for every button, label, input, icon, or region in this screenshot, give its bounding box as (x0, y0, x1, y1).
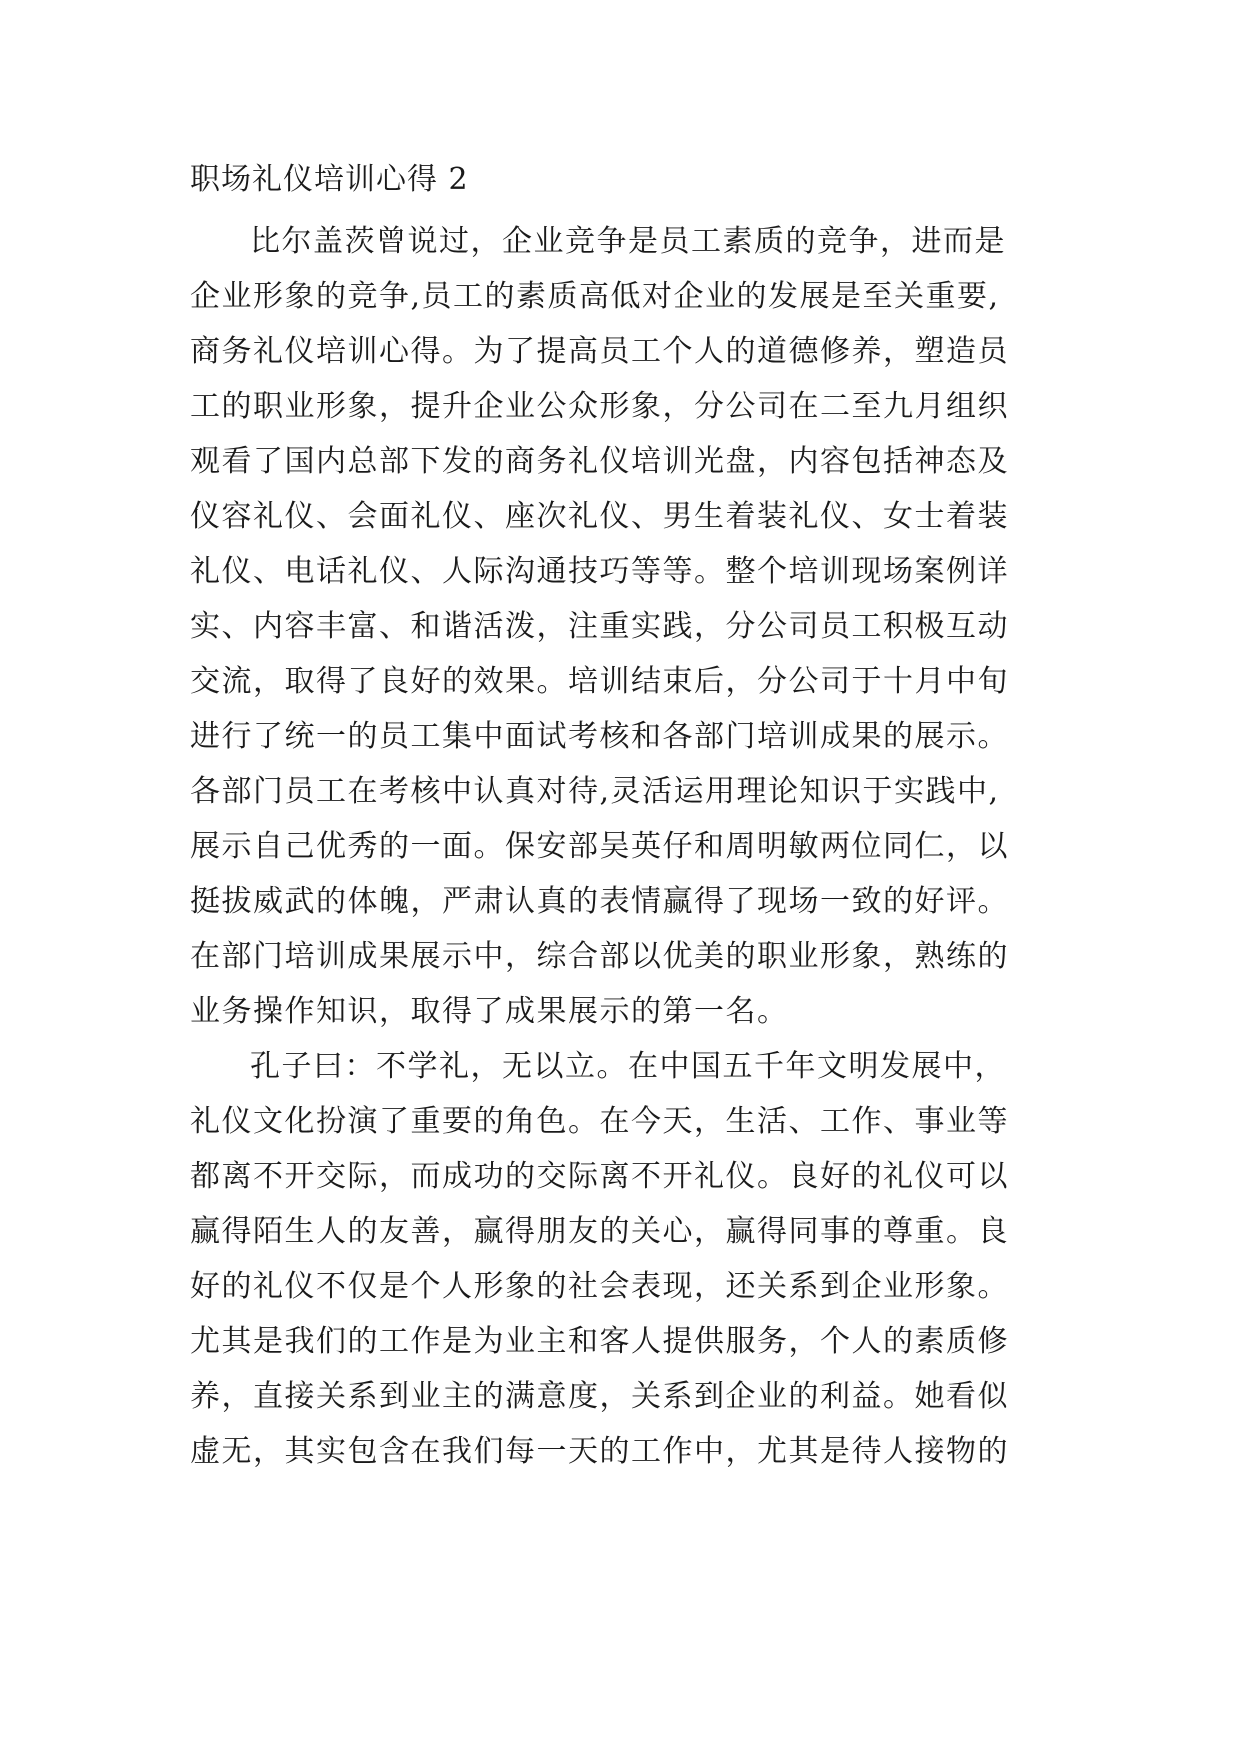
text-line: 仪容礼仪、会面礼仪、座次礼仪、男生着装礼仪、女士着装 (190, 499, 1009, 534)
document-title: 职场礼仪培训心得 2 (190, 162, 469, 197)
text-line: 尤其是我们的工作是为业主和客人提供服务，个人的素质修 (190, 1324, 1009, 1359)
text-line: 都离不开交际，而成功的交际离不开礼仪。良好的礼仪可以 (190, 1159, 1009, 1194)
text-line: 在部门培训成果展示中，综合部以优美的职业形象，熟练的 (190, 939, 1009, 974)
text-line: 孔子曰：不学礼，无以立。在中国五千年文明发展中， (250, 1049, 1006, 1084)
text-line: 各部门员工在考核中认真对待,灵活运用理论知识于实践中, (190, 774, 1000, 809)
text-line: 好的礼仪不仅是个人形象的社会表现，还关系到企业形象。 (190, 1269, 1009, 1304)
text-line: 礼仪文化扮演了重要的角色。在今天，生活、工作、事业等 (190, 1104, 1009, 1139)
text-line: 工的职业形象，提升企业公众形象，分公司在二至九月组织 (190, 389, 1009, 424)
text-line: 进行了统一的员工集中面试考核和各部门培训成果的展示。 (190, 719, 1009, 754)
text-line: 养，直接关系到业主的满意度，关系到企业的利益。她看似 (190, 1379, 1009, 1414)
text-line: 实、内容丰富、和谐活泼，注重实践，分公司员工积极互动 (190, 609, 1009, 644)
body-text (190, 222, 1070, 1487)
text-line: 商务礼仪培训心得。为了提高员工个人的道德修养，塑造员 (190, 334, 1009, 369)
text-line: 比尔盖茨曾说过，企业竞争是员工素质的竞争，进而是 (250, 224, 1006, 259)
text-line: 虚无，其实包含在我们每一天的工作中，尤其是待人接物的 (190, 1434, 1009, 1469)
text-line: 企业形象的竞争,员工的素质高低对企业的发展是至关重要, (190, 279, 1000, 314)
text-line: 赢得陌生人的友善，赢得朋友的关心，赢得同事的尊重。良 (190, 1214, 1009, 1249)
text-line: 挺拔威武的体魄，严肃认真的表情赢得了现场一致的好评。 (190, 884, 1009, 919)
text-line: 观看了国内总部下发的商务礼仪培训光盘，内容包括神态及 (190, 444, 1009, 479)
text-line: 业务操作知识，取得了成果展示的第一名。 (190, 994, 789, 1029)
text-line: 展示自己优秀的一面。保安部吴英仔和周明敏两位同仁，以 (190, 829, 1009, 864)
text-line: 交流，取得了良好的效果。培训结束后，分公司于十月中旬 (190, 664, 1009, 699)
text-line: 礼仪、电话礼仪、人际沟通技巧等等。整个培训现场案例详 (190, 554, 1009, 589)
